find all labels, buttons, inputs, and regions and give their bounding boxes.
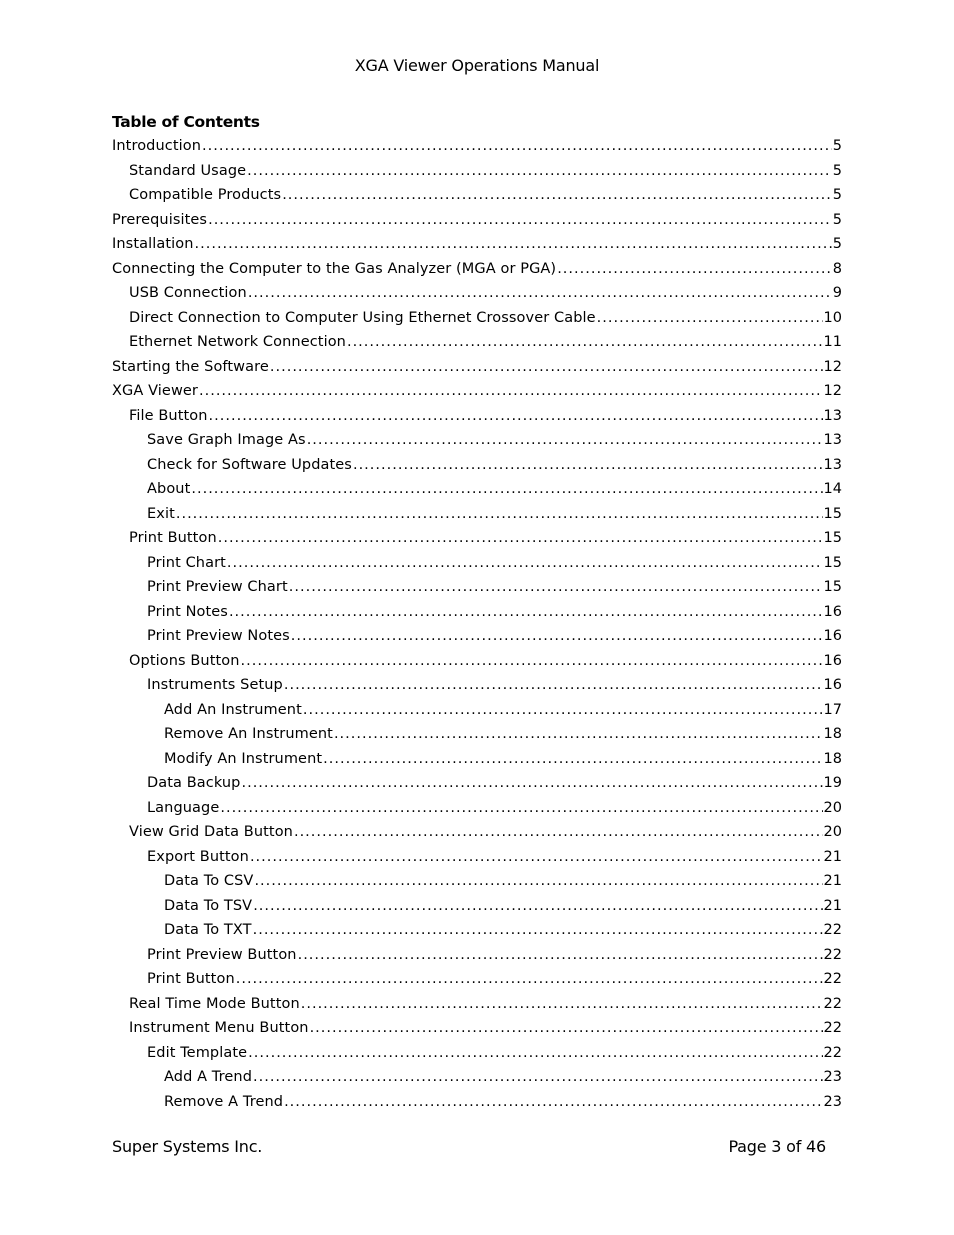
toc-dot-leader xyxy=(289,575,823,600)
toc-entry-title: Installation xyxy=(112,236,194,252)
toc-dot-leader xyxy=(227,551,823,576)
toc-entry-page: 21 xyxy=(823,873,842,889)
toc-dot-leader xyxy=(323,747,822,772)
toc-entry-page: 5 xyxy=(832,211,842,228)
toc-entry-title: Data Backup xyxy=(147,775,241,791)
toc-dot-leader xyxy=(253,894,822,919)
toc-entry-page: 21 xyxy=(823,897,842,914)
toc-entry[interactable] xyxy=(112,355,842,380)
toc-dot-leader xyxy=(199,379,823,404)
toc-entry-title: Modify An Instrument xyxy=(164,750,323,767)
toc-entry-title: Data To TSV xyxy=(164,897,253,914)
toc-entry[interactable] xyxy=(112,502,842,527)
toc-dot-leader xyxy=(229,600,823,625)
toc-dot-leader xyxy=(307,428,823,453)
toc-entry-page: 16 xyxy=(823,628,842,644)
toc-entry-title: Print Button xyxy=(129,530,217,546)
toc-entry-page: 13 xyxy=(823,407,842,424)
toc-dot-leader xyxy=(254,869,822,894)
toc-entry-page: 12 xyxy=(823,358,842,375)
toc-entry-page: 15 xyxy=(823,530,842,546)
toc-entry-title: Ethernet Network Connection xyxy=(129,334,346,350)
toc-entry[interactable] xyxy=(112,943,842,968)
toc-entry[interactable] xyxy=(112,869,842,894)
toc-dot-leader xyxy=(347,330,823,355)
toc-entry[interactable] xyxy=(112,698,842,723)
toc-entry-title: View Grid Data Button xyxy=(129,824,293,840)
toc-dot-leader xyxy=(353,453,823,478)
toc-entry-page: 16 xyxy=(823,652,842,669)
toc-dot-leader xyxy=(202,134,832,159)
toc-entry[interactable] xyxy=(112,379,842,404)
toc-entry-page: 22 xyxy=(823,971,842,987)
toc-entry[interactable] xyxy=(112,771,842,796)
toc-entry[interactable] xyxy=(112,845,842,870)
toc-entry-title: Direct Connection to Computer Using Ethernet Crossover Cable xyxy=(129,309,596,326)
toc-entry-page: 16 xyxy=(823,603,842,620)
toc-entry[interactable] xyxy=(112,673,842,698)
toc-entry-page: 18 xyxy=(823,726,842,742)
toc-entry-page: 15 xyxy=(823,505,842,522)
toc-entry[interactable] xyxy=(112,796,842,821)
toc-entry-page: 22 xyxy=(823,1044,842,1061)
toc-entry-title: Remove A Trend xyxy=(164,1093,284,1110)
toc-entry-title: Prerequisites xyxy=(112,211,208,228)
toc-dot-leader xyxy=(241,649,823,674)
footer-page-number: Page 3 of 46 xyxy=(728,1137,826,1156)
toc-dot-leader xyxy=(270,355,823,380)
toc-dot-leader xyxy=(247,159,832,184)
toc-entry-page: 20 xyxy=(823,799,842,816)
toc-entry-title: Export Button xyxy=(147,848,249,865)
toc-dot-leader xyxy=(209,404,823,429)
toc-entry[interactable] xyxy=(112,722,842,747)
toc-dot-leader xyxy=(236,967,823,992)
toc-entry-page: 5 xyxy=(832,236,842,252)
toc-entry[interactable] xyxy=(112,183,842,208)
toc-entry[interactable] xyxy=(112,967,842,992)
toc-entry-title: Connecting the Computer to the Gas Analyzer (MGA or PGA) xyxy=(112,260,557,277)
toc-dot-leader xyxy=(250,845,823,870)
toc-entry-page: 20 xyxy=(823,824,842,840)
toc-entry-page: 14 xyxy=(823,481,842,497)
toc-entry-page: 10 xyxy=(823,309,842,326)
toc-entry[interactable] xyxy=(112,281,842,306)
toc-heading: Table of Contents xyxy=(112,113,260,131)
toc-entry-title: Print Chart xyxy=(147,554,226,571)
toc-entry-page: 22 xyxy=(823,946,842,963)
toc-entry-title: Print Notes xyxy=(147,603,228,620)
toc-dot-leader xyxy=(303,698,823,723)
toc-entry-title: Compatible Products xyxy=(129,187,282,203)
toc-entry-title: Edit Template xyxy=(147,1044,248,1061)
toc-dot-leader xyxy=(220,796,822,821)
toc-entry-page: 15 xyxy=(823,579,842,595)
toc-entry[interactable] xyxy=(112,306,842,331)
toc-entry-page: 13 xyxy=(823,432,842,448)
toc-dot-leader xyxy=(218,526,823,551)
toc-dot-leader xyxy=(597,306,823,331)
toc-entry-page: 17 xyxy=(823,701,842,718)
toc-entry-title: Add A Trend xyxy=(164,1069,252,1085)
toc-dot-leader xyxy=(248,1041,822,1066)
toc-entry-page: 22 xyxy=(823,1020,842,1036)
toc-dot-leader xyxy=(253,918,823,943)
toc-entry-title: About xyxy=(147,481,191,497)
toc-dot-leader xyxy=(284,673,823,698)
toc-entry-title: File Button xyxy=(129,407,208,424)
toc-dot-leader xyxy=(334,722,823,747)
toc-entry-page: 11 xyxy=(823,334,842,350)
toc-dot-leader xyxy=(208,208,832,233)
toc-entry[interactable] xyxy=(112,1065,842,1090)
toc-entry[interactable] xyxy=(112,575,842,600)
toc-entry-title: Check for Software Updates xyxy=(147,456,352,473)
toc-entry-title: Print Button xyxy=(147,971,235,987)
table-of-contents xyxy=(112,134,842,1114)
toc-entry-page: 18 xyxy=(823,750,842,767)
toc-entry-title: Starting the Software xyxy=(112,358,269,375)
toc-dot-leader xyxy=(248,281,832,306)
toc-entry[interactable] xyxy=(112,404,842,429)
toc-entry-page: 22 xyxy=(823,995,842,1012)
toc-dot-leader xyxy=(241,771,822,796)
toc-dot-leader xyxy=(310,1016,823,1041)
toc-entry-title: Language xyxy=(147,799,220,816)
toc-entry-page: 19 xyxy=(823,775,842,791)
toc-entry[interactable] xyxy=(112,232,842,257)
toc-entry-page: 5 xyxy=(832,187,842,203)
toc-entry-title: Real Time Mode Button xyxy=(129,995,300,1012)
toc-entry-page: 8 xyxy=(832,260,842,277)
toc-entry[interactable] xyxy=(112,1090,842,1115)
toc-entry-page: 23 xyxy=(823,1093,842,1110)
toc-entry-title: Options Button xyxy=(129,652,240,669)
toc-dot-leader xyxy=(291,624,823,649)
toc-entry[interactable] xyxy=(112,649,842,674)
toc-entry[interactable] xyxy=(112,894,842,919)
toc-entry[interactable] xyxy=(112,257,842,282)
toc-dot-leader xyxy=(284,1090,822,1115)
toc-entry-page: 16 xyxy=(823,677,842,693)
toc-dot-leader xyxy=(176,502,823,527)
toc-dot-leader xyxy=(195,232,832,257)
toc-entry-title: Data To CSV xyxy=(164,873,254,889)
toc-entry-title: Remove An Instrument xyxy=(164,726,333,742)
toc-entry[interactable] xyxy=(112,624,842,649)
toc-entry[interactable] xyxy=(112,992,842,1017)
toc-entry-page: 23 xyxy=(823,1069,842,1085)
toc-entry[interactable] xyxy=(112,526,842,551)
toc-dot-leader xyxy=(557,257,832,282)
toc-entry[interactable] xyxy=(112,551,842,576)
toc-dot-leader xyxy=(294,820,823,845)
toc-entry[interactable] xyxy=(112,330,842,355)
toc-entry-page: 5 xyxy=(832,138,842,154)
toc-entry-title: USB Connection xyxy=(129,285,247,301)
toc-entry-title: Print Preview Button xyxy=(147,946,297,963)
toc-entry-title: XGA Viewer xyxy=(112,383,198,399)
toc-entry-title: Data To TXT xyxy=(164,922,252,938)
toc-dot-leader xyxy=(298,943,823,968)
toc-entry-title: Exit xyxy=(147,505,175,522)
toc-entry-title: Print Preview Notes xyxy=(147,628,290,644)
toc-entry-title: Add An Instrument xyxy=(164,701,302,718)
footer-company: Super Systems Inc. xyxy=(112,1137,263,1156)
toc-entry-page: 5 xyxy=(832,162,842,179)
toc-entry[interactable] xyxy=(112,820,842,845)
toc-entry[interactable] xyxy=(112,600,842,625)
toc-entry[interactable] xyxy=(112,453,842,478)
toc-dot-leader xyxy=(282,183,832,208)
toc-entry-title: Instruments Setup xyxy=(147,677,283,693)
toc-entry-title: Standard Usage xyxy=(129,162,247,179)
toc-entry-title: Introduction xyxy=(112,138,202,154)
toc-entry[interactable] xyxy=(112,1041,842,1066)
toc-entry-title: Save Graph Image As xyxy=(147,432,306,448)
toc-entry[interactable] xyxy=(112,918,842,943)
toc-entry-page: 22 xyxy=(823,922,842,938)
toc-entry-page: 9 xyxy=(832,285,842,301)
page-header-title: XGA Viewer Operations Manual xyxy=(354,56,600,75)
toc-entry-title: Print Preview Chart xyxy=(147,579,288,595)
toc-dot-leader xyxy=(191,477,822,502)
toc-entry-page: 12 xyxy=(823,383,842,399)
toc-entry-title: Instrument Menu Button xyxy=(129,1020,309,1036)
toc-entry[interactable] xyxy=(112,208,842,233)
toc-entry-page: 13 xyxy=(823,456,842,473)
toc-entry-page: 21 xyxy=(823,848,842,865)
toc-entry-page: 15 xyxy=(823,554,842,571)
toc-entry[interactable] xyxy=(112,747,842,772)
toc-entry[interactable] xyxy=(112,428,842,453)
toc-entry[interactable] xyxy=(112,134,842,159)
toc-dot-leader xyxy=(301,992,823,1017)
toc-entry[interactable] xyxy=(112,159,842,184)
toc-entry[interactable] xyxy=(112,1016,842,1041)
toc-entry[interactable] xyxy=(112,477,842,502)
toc-dot-leader xyxy=(253,1065,823,1090)
